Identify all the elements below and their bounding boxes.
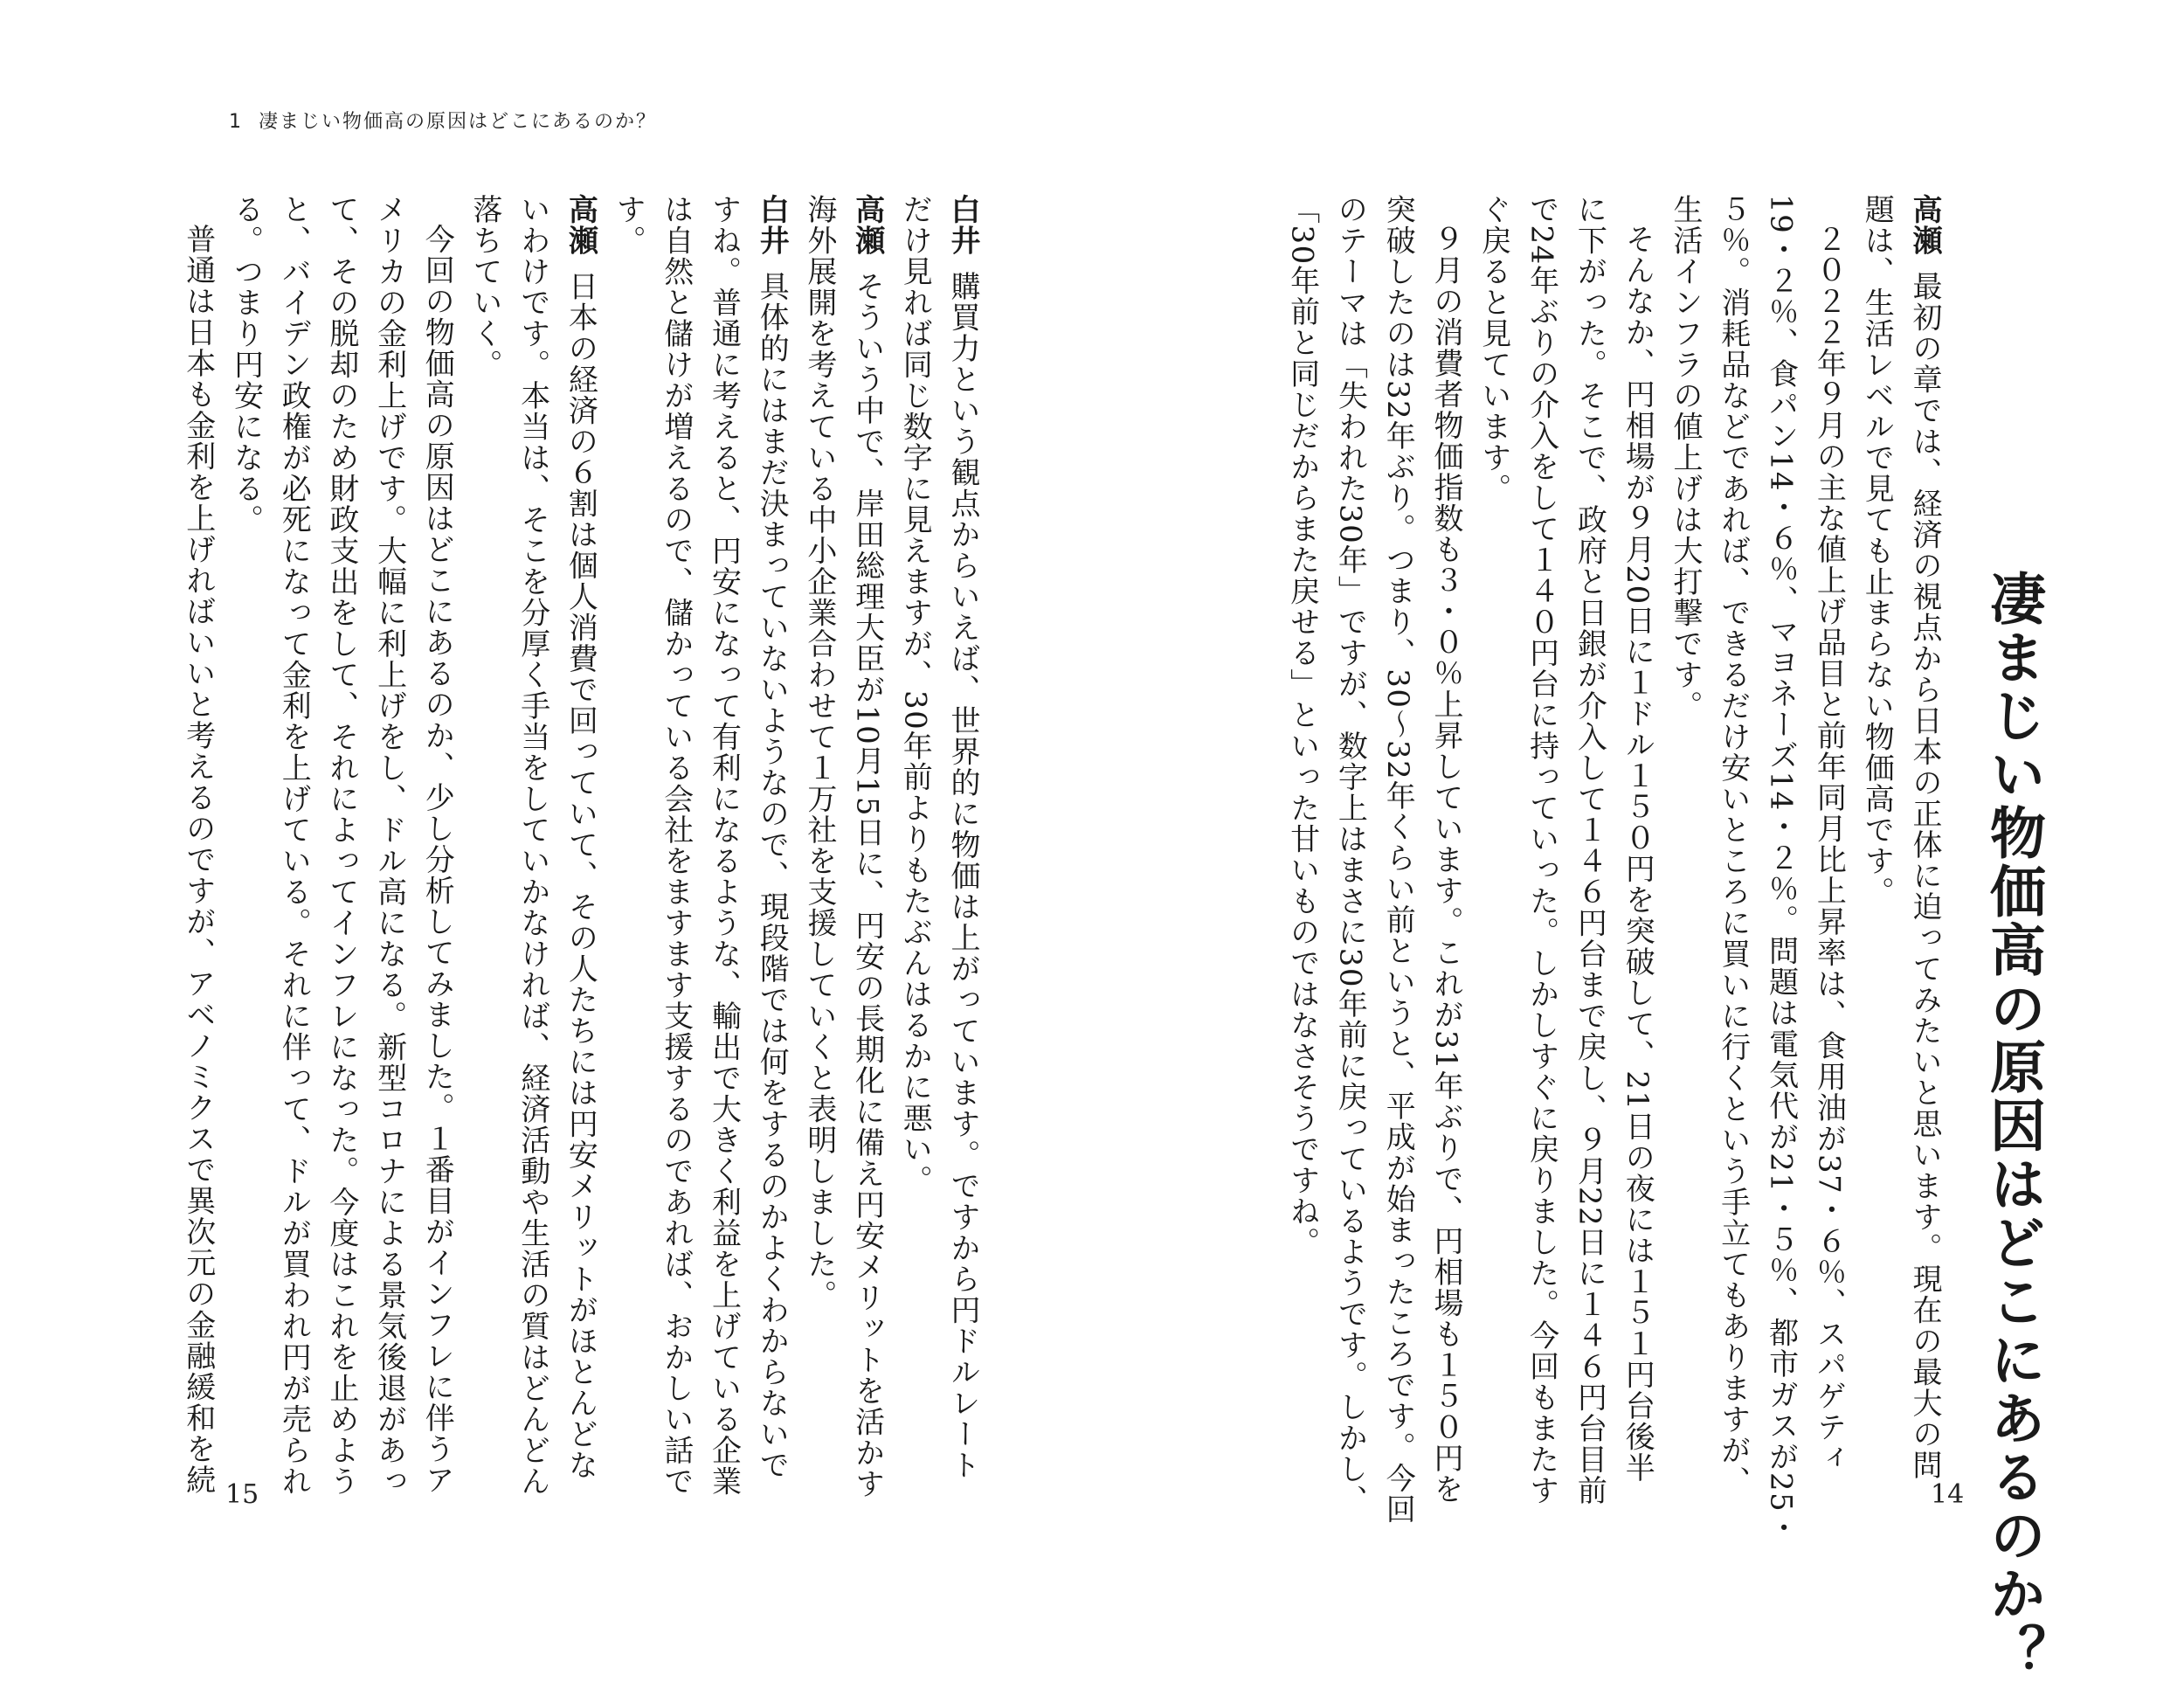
line-text: 具体的にはまだ決まっていないようなので、現段階では何をするのかよくわからないで	[754, 271, 790, 1481]
text-line	[1715, 194, 1751, 1497]
text-line	[228, 194, 264, 536]
line-text: ５％。消耗品などであれば、できるだけ安いところに買いに行くという手立てもありますが、	[1715, 194, 1751, 1497]
line-text: 普通は日本も金利を上げればいいと考えるのですが、アベノミクスで異次元の金融緩和を続	[180, 224, 216, 1496]
line-text: 購買力という観点からいえば、世界的に物価は上がっています。ですから円ドルレート	[945, 271, 980, 1481]
running-head	[229, 107, 657, 134]
text-line	[801, 194, 837, 1311]
text-line	[1811, 224, 1847, 1474]
running-head-chapter-number: 1	[229, 111, 243, 133]
line-text: 「30年前と同じだからまた戻せる」といった甘いものではなさそうですね。	[1284, 194, 1320, 1258]
speaker-label: 白井	[945, 194, 980, 256]
speaker-label: 高瀬	[563, 194, 598, 256]
line-text: メリカの金利上げです。大幅に利上げをし、ドル高になる。新型コロナによる景気後退があっ	[371, 194, 407, 1497]
text-line	[706, 194, 742, 1497]
line-text: そんなか、円相場が９月20日に１ドル１５０円を突破して、21日の夜には１５１円台後半	[1620, 224, 1655, 1484]
text-line	[1907, 194, 1942, 1481]
text-line	[1620, 224, 1655, 1484]
line-text: る。つまり円安になる。	[228, 194, 264, 536]
text-line	[754, 194, 790, 1481]
line-text: 生活インフラの値上げは大打撃です。	[1668, 194, 1703, 722]
text-line	[419, 224, 455, 1496]
line-text: 突破したのは32年ぶり。つまり、30〜32年くらい前というと、平成が始まったころです。今回	[1380, 194, 1416, 1526]
text-line	[1763, 194, 1799, 1544]
line-text: は自然と儲けが増えるので、儲かっている会社をますます支援するのであれば、おかしい話で	[658, 194, 694, 1497]
page-number-right: 14	[1931, 1479, 1965, 1510]
text-line	[1428, 224, 1463, 1505]
line-text: 最初の章では、経済の視点から日本の正体に迫ってみたいと思います。現在の最大の問	[1907, 271, 1942, 1481]
line-text: 19・２％、食パン14・６％、マヨネーズ14・２％。問題は電気代が21・５％、都市ガスが25・	[1763, 194, 1799, 1544]
line-text: ２０２２年９月の主な値上げ品目と前年同月比上昇率は、食用油が37・６％、スパゲティ	[1811, 224, 1847, 1474]
text-line	[1668, 194, 1703, 722]
chapter-title: 凄まじい物価高の原因はどこにあるのか？	[1980, 570, 2045, 1682]
line-text: て、その脱却のため財政支出をして、それによってインフレになった。今度はこれを止めよう	[323, 194, 359, 1497]
line-text: 日本の経済の６割は個人消費で回っていて、その人たちには円安メリットがほとんどな	[563, 271, 598, 1481]
text-line	[515, 194, 550, 1497]
line-text: に下がった。そこで、政府と日銀が介入して１４６円台まで戻し、９月22日に１４６円台目前	[1572, 194, 1607, 1506]
text-line	[323, 194, 359, 1497]
text-line	[897, 194, 933, 1196]
text-line	[1284, 194, 1320, 1258]
speaker-label: 高瀬	[1907, 194, 1942, 256]
line-text: すね。普通に考えると、円安になって有利になるような、輸出で大きく利益を上げている企業	[706, 194, 742, 1497]
page-number-left: 15	[225, 1479, 259, 1510]
line-text: そういう中で、岸田総理大臣が10月15日に、円安の長期化に備え円安メリットを活かす	[849, 271, 885, 1500]
line-text: 今回の物価高の原因はどこにあるのか、少し分析してみました。１番目がインフレに伴うア	[419, 224, 455, 1496]
text-line	[1380, 194, 1416, 1526]
line-text: 落ちていく。	[467, 194, 502, 380]
line-text: いわけです。本当は、そこを分厚く手当をしていかなければ、経済活動や生活の質はどんどん	[515, 194, 550, 1497]
line-text: す。	[611, 194, 646, 256]
text-line	[1476, 194, 1511, 504]
text-line	[849, 194, 885, 1500]
text-line	[563, 194, 598, 1481]
text-line	[658, 194, 694, 1497]
line-text: 題は、生活レベルで見ても止まらない物価高です。	[1859, 194, 1895, 908]
line-text: ９月の消費者物価指数も３・０％上昇しています。これが31年ぶりで、円相場も１５０円を	[1428, 224, 1463, 1505]
line-text: だけ見れば同じ数字に見えますが、30年前よりもたぶんはるかに悪い。	[897, 194, 933, 1196]
running-head-chapter-title: 凄まじい物価高の原因はどこにあるのか？	[259, 111, 658, 133]
text-line	[1524, 194, 1559, 1506]
text-line	[467, 194, 502, 380]
text-line	[180, 224, 216, 1496]
text-line	[945, 194, 980, 1481]
line-text: と、バイデン政権が必死になって金利を上げている。それに伴って、ドルが買われ円が売られ	[276, 194, 312, 1497]
speaker-label: 高瀬	[849, 194, 885, 256]
text-line	[276, 194, 312, 1497]
speaker-label: 白井	[754, 194, 790, 256]
line-text: 海外展開を考えている中小企業合わせて１万社を支援していくと表明しました。	[801, 194, 837, 1311]
line-text: のテーマは「失われた30年」ですが、数字上はまさに30年前に戻っているようです。しかし、	[1332, 194, 1368, 1516]
line-text: で24年ぶりの介入をして１４０円台に持っていった。しかしすぐに戻りました。今回もまたす	[1524, 194, 1559, 1506]
text-line	[371, 194, 407, 1497]
text-line	[1572, 194, 1607, 1506]
text-line	[1859, 194, 1895, 908]
text-line	[1332, 194, 1368, 1516]
line-text: ぐ戻ると見ています。	[1476, 194, 1511, 504]
text-line	[611, 194, 646, 256]
